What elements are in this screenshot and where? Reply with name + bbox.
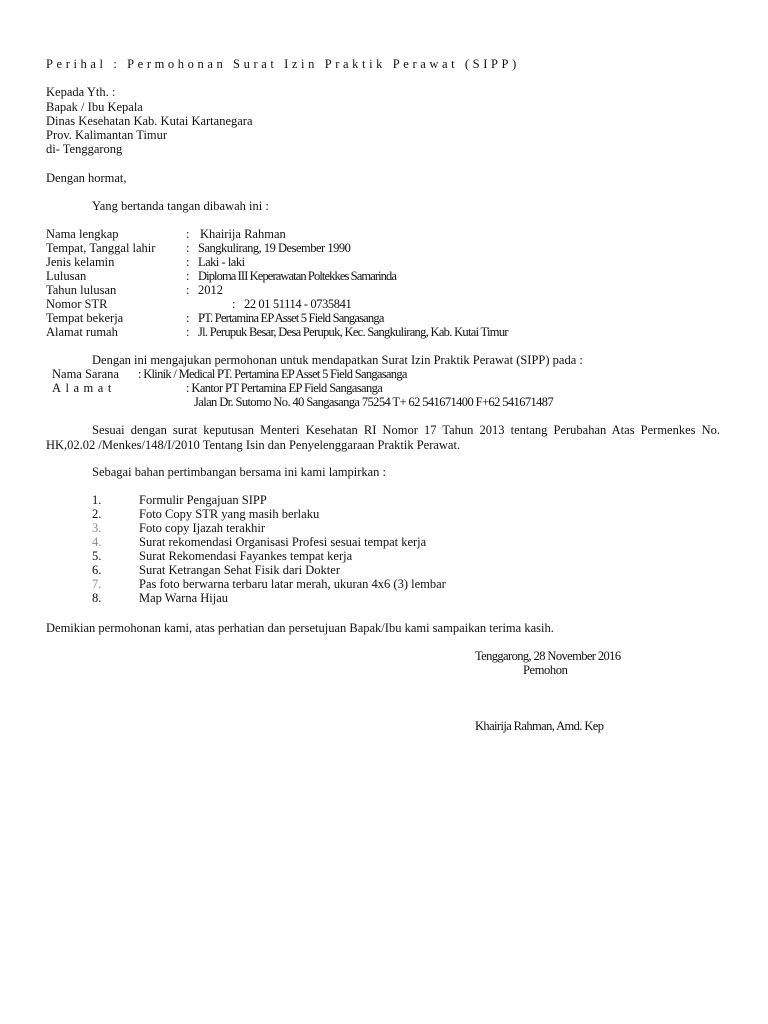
field-label: Nomor STR — [46, 297, 108, 311]
place-date: Tenggarong, 28 November 2016 — [475, 649, 621, 663]
field-value: 22 01 51114 - 0735841 — [244, 297, 352, 311]
list-item: Pas foto berwarna terbaru latar merah, ukuran 4x6 (3) lembar — [139, 577, 446, 591]
field-separator: : — [186, 227, 190, 241]
field-separator: : — [186, 325, 190, 339]
list-item: Formulir Pengajuan SIPP — [139, 493, 267, 507]
field-label: Nama lengkap — [46, 227, 119, 241]
recipient-line: Prov. Kalimantan Timur — [46, 128, 168, 142]
list-item: Foto Copy STR yang masih berlaku — [139, 507, 320, 521]
decree-paragraph: Sesuai dengan surat keputusan Menteri Kesehatan RI Nomor 17 Tahun 2013 tentang Perubahan Atas Permenkes No. HK,02.02 /Menkes/148/I/2010 Tentang Isin dan Penyelenggaraan Praktik Perawat. — [46, 423, 720, 452]
list-item-number: 2. — [92, 507, 102, 521]
field-separator: : — [186, 283, 190, 297]
field-value: 2012 — [198, 283, 223, 297]
salutation: Dengan hormat, — [46, 171, 127, 185]
field-separator: : — [186, 269, 190, 283]
alamat-value: : Kantor PT Pertamina EP Field Sangasanga — [186, 381, 383, 395]
field-value: PT. Pertamina EP Asset 5 Field Sangasanga — [198, 311, 384, 325]
field-value: Laki - laki — [198, 255, 245, 269]
alamat-label: Alamat — [52, 381, 116, 395]
closing-text: Demikian permohonan kami, atas perhatian dan persetujuan Bapak/Ibu kami sampaikan terima kasih. — [46, 621, 554, 635]
list-item-number: 1. — [92, 493, 102, 507]
field-separator: : — [186, 255, 190, 269]
field-label: Jenis kelamin — [46, 255, 115, 269]
list-item-number: 7. — [92, 577, 102, 591]
field-separator: : — [186, 311, 190, 325]
signatory-name: Khairija Rahman, Amd. Kep — [475, 719, 604, 733]
field-value: Sangkulirang, 19 Desember 1990 — [198, 241, 351, 255]
recipient-line: Dinas Kesehatan Kab. Kutai Kartanegara — [46, 114, 253, 128]
sarana-value: : Klinik / Medical PT. Pertamina EP Asset 5 Field Sangasanga — [138, 367, 407, 381]
field-label: Tahun lulusan — [46, 283, 117, 297]
list-item: Foto copy Ijazah terakhir — [139, 521, 265, 535]
field-value: Jl. Perupuk Besar, Desa Perupuk, Kec. Sangkulirang, Kab. Kutai Timur — [198, 325, 508, 339]
field-separator: : — [186, 241, 190, 255]
list-item: Map Warna Hijau — [139, 591, 229, 605]
recipient-line: Kepada Yth. : — [46, 85, 116, 99]
field-label: Tempat bekerja — [46, 311, 124, 325]
signer-role: Pemohon — [523, 663, 568, 677]
recipient-line: di- Tenggarong — [46, 142, 123, 156]
field-value: Diploma III Keperawatan Poltekkes Samarinda — [198, 269, 397, 283]
field-label: Alamat rumah — [46, 325, 118, 339]
list-item-number: 8. — [92, 591, 102, 605]
alamat-value-line2: Jalan Dr. Sutomo No. 40 Sangasanga 75254 T+ 62 541671400 F+62 541671487 — [194, 395, 554, 409]
list-item: Surat Rekomendasi Fayankes tempat kerja — [139, 549, 353, 563]
field-label: Tempat, Tanggal lahir — [46, 241, 156, 255]
list-item: Surat rekomendasi Organisasi Profesi sesuai tempat kerja — [139, 535, 427, 549]
list-item-number: 3. — [92, 521, 102, 535]
list-item-number: 5. — [92, 549, 102, 563]
subject-line: Perihal : Permohonan Surat Izin Praktik Perawat (SIPP) — [46, 57, 520, 71]
request-text: Dengan ini mengajukan permohonan untuk mendapatkan Surat Izin Praktik Perawat (SIPP) pada : — [92, 353, 583, 367]
field-value: Khairija Rahman — [200, 227, 286, 241]
list-item: Surat Ketrangan Sehat Fisik dari Dokter — [139, 563, 340, 577]
field-separator: : — [232, 297, 236, 311]
list-item-number: 6. — [92, 563, 102, 577]
field-label: Lulusan — [46, 269, 87, 283]
recipient-line: Bapak / Ibu Kepala — [46, 100, 143, 114]
attachments-intro: Sebagai bahan pertimbangan bersama ini kami lampirkan : — [92, 465, 387, 479]
list-item-number: 4. — [92, 535, 102, 549]
intro-text: Yang bertanda tangan dibawah ini : — [92, 199, 269, 213]
sarana-label: Nama Sarana — [52, 367, 119, 381]
